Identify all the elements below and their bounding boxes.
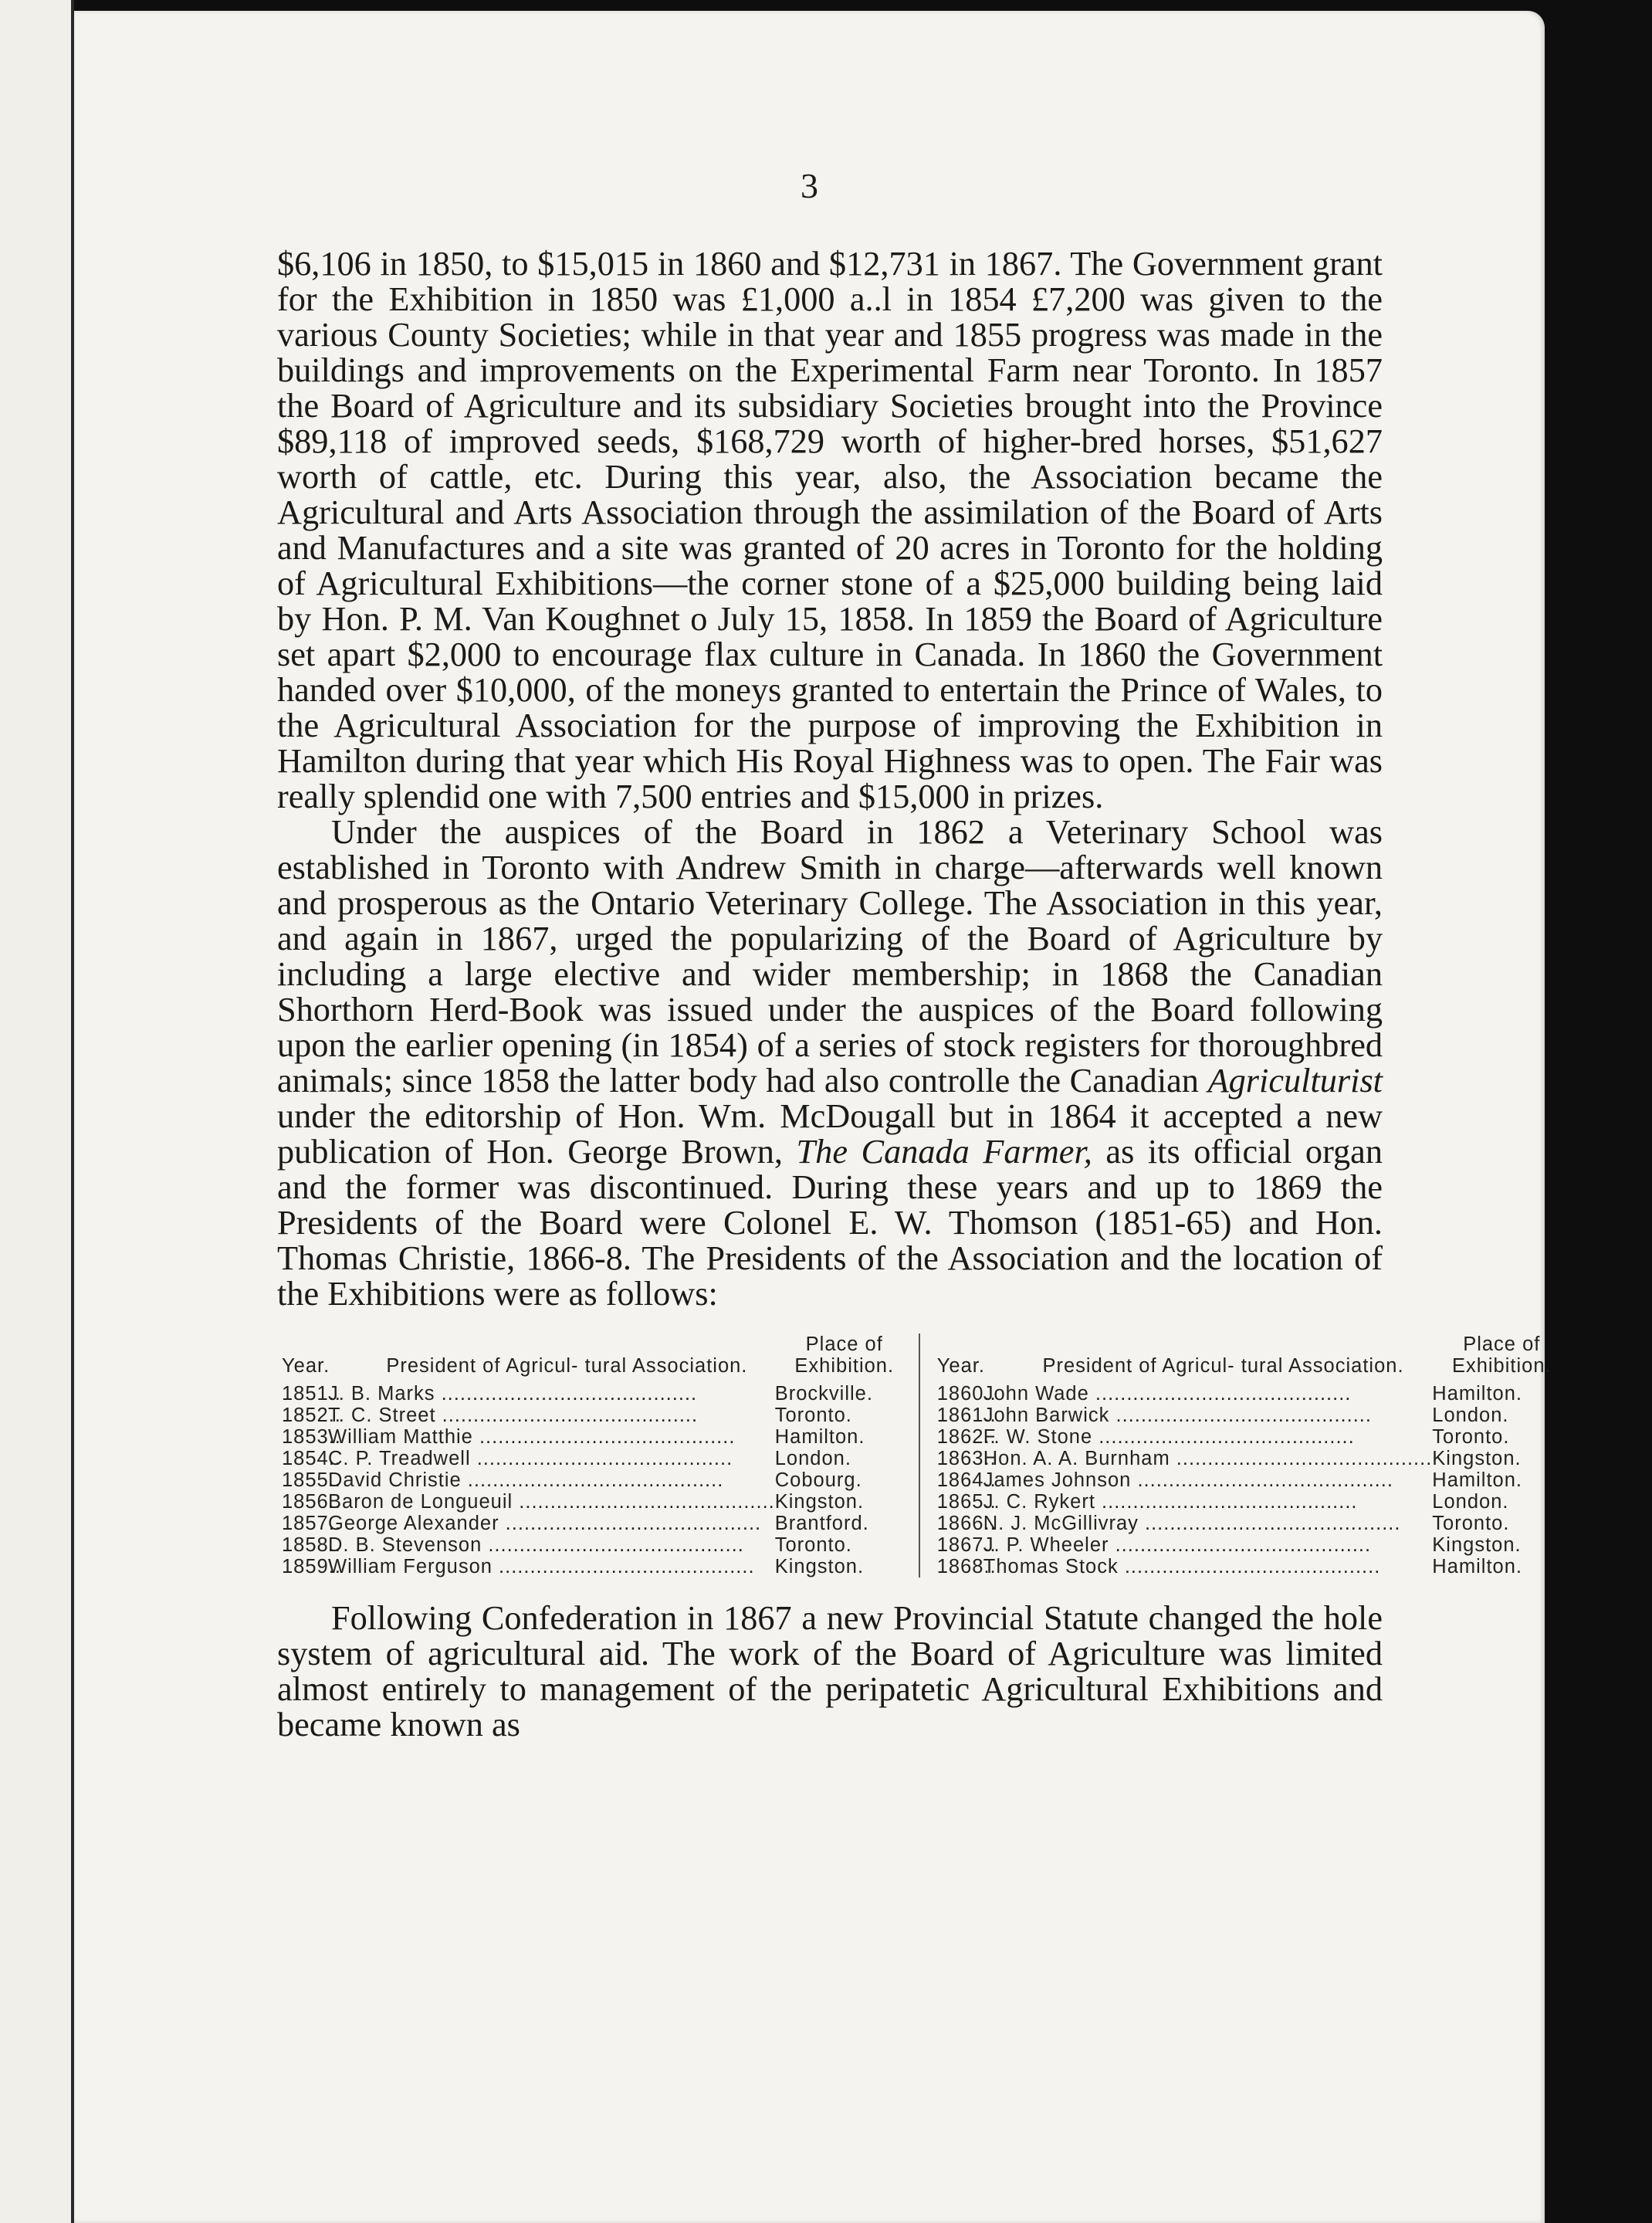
row-president: N. J. McGillivray ..... xyxy=(983,1513,1433,1534)
row-year: 1859.. xyxy=(282,1556,341,1577)
row-president: J. B. Marks ..... xyxy=(328,1383,775,1405)
row-president: William Matthie ..... xyxy=(328,1426,775,1448)
row-president: William Ferguson ..... xyxy=(328,1556,775,1577)
page-body xyxy=(277,245,1552,1743)
presidents-table xyxy=(277,1333,1552,1577)
row-president: John Wade ..... xyxy=(983,1383,1433,1405)
row-year: 1865.. xyxy=(936,1491,997,1513)
presidents-table-left xyxy=(277,1333,919,1577)
table-header xyxy=(282,1333,914,1377)
row-year: 1861.. xyxy=(936,1405,997,1426)
paragraph-2-text-a: Under the auspices of the Board in 1862 a Veterinary School was established in Toronto with Andrew Smith in charge—afterwards well known and prosperous as the Ontario Veterinary College. The Association in this year, and again in 1867, urged the popularizing of the Board of Agriculture by including a large elective and wider membership; in 1868 the Canadian Shorthorn Herd-Book was issued under the auspices of the Board following upon the earlier opening (in 1854) of a series of stock registers for thoroughbred animals; since 1858 the latter body had also controlle the Canadian xyxy=(277,813,1383,1100)
table-row xyxy=(937,1405,1572,1426)
document-page xyxy=(74,11,1552,2223)
row-place: Kingston. xyxy=(1432,1534,1522,1556)
row-president: James Johnson ..... xyxy=(983,1469,1433,1491)
table-row xyxy=(937,1383,1572,1405)
row-place: Kingston. xyxy=(1432,1448,1522,1469)
row-year: 1864.. xyxy=(936,1469,997,1491)
row-year: 1856.. xyxy=(282,1491,341,1513)
row-president: J. P. Wheeler ..... xyxy=(983,1534,1433,1556)
row-year: 1863.. xyxy=(936,1448,997,1469)
row-year: 1860.. xyxy=(936,1383,997,1405)
header-president: President of Agricul- tural Association. xyxy=(386,1355,748,1377)
table-row xyxy=(282,1556,914,1577)
row-place: London. xyxy=(1432,1491,1509,1513)
table-row xyxy=(282,1426,914,1448)
row-president: F. W. Stone ..... xyxy=(983,1426,1433,1448)
row-year: 1854.. xyxy=(282,1448,341,1469)
row-year: 1851.. xyxy=(282,1383,341,1405)
paragraph-3: Following Confederation in 1867 a new Provincial Statute changed the hole system of agricultural aid. The work of the Board of Agriculture was limited almost entirely to management of the peripatetic Agricultural Exhibitions and became known as xyxy=(277,1599,1383,1743)
row-place: Toronto. xyxy=(1432,1513,1510,1534)
row-place: Brantford. xyxy=(774,1513,869,1534)
header-president: President of Agricul- tural Association. xyxy=(1042,1355,1404,1377)
table-row xyxy=(937,1426,1572,1448)
row-place: Hamilton. xyxy=(1432,1383,1522,1405)
row-year: 1852.. xyxy=(282,1405,341,1426)
table-row xyxy=(282,1491,914,1513)
table-rows-right xyxy=(937,1383,1572,1577)
table-row xyxy=(937,1469,1572,1491)
table-row xyxy=(937,1534,1572,1556)
table-row xyxy=(937,1491,1572,1513)
row-year: 1858.. xyxy=(282,1534,341,1556)
previous-page-edge xyxy=(0,0,74,2223)
row-president: David Christie ..... xyxy=(328,1469,775,1491)
row-place: Kingston. xyxy=(774,1556,865,1577)
row-place: Kingston. xyxy=(774,1491,865,1513)
row-place: London. xyxy=(774,1448,851,1469)
row-year: 1868.. xyxy=(936,1556,997,1577)
row-place: Hamilton. xyxy=(774,1426,865,1448)
row-place: Toronto. xyxy=(774,1534,852,1556)
paragraph-2 xyxy=(277,815,1383,1312)
page-number: 3 xyxy=(801,166,818,205)
row-president: T. C. Street ..... xyxy=(328,1405,775,1426)
canada-farmer-title: The Canada Farmer, xyxy=(796,1133,1092,1171)
header-place: Place of Exhibition. xyxy=(794,1333,895,1377)
presidents-table-right xyxy=(919,1333,1576,1577)
paragraph-2-text-c: as its official organ and the former was discontinued. During these years and up to 1869 the Presidents of the Board were Colonel E. W. Thomson (1851-65) and Hon. Thomas Christie, 1866-8. The Presidents of the Association and the location of the Exhibitions were as follows: xyxy=(277,1133,1383,1313)
row-president: C. P. Treadwell ..... xyxy=(328,1448,775,1469)
row-place: Brockville. xyxy=(774,1383,873,1405)
table-row xyxy=(937,1448,1572,1469)
table-header xyxy=(937,1333,1572,1377)
table-row xyxy=(937,1513,1572,1534)
paragraph-2-text-b: under the editorship of Hon. Wm. McDougall but in 1864 it accepted a new publication of Hon. George Brown, xyxy=(277,1097,1383,1171)
table-row xyxy=(282,1448,914,1469)
header-place: Place of Exhibition. xyxy=(1451,1333,1552,1377)
row-year: 1857.. xyxy=(282,1513,341,1534)
table-row xyxy=(282,1383,914,1405)
row-place: Cobourg. xyxy=(774,1469,862,1491)
row-place: Toronto. xyxy=(774,1405,852,1426)
row-year: 1862.. xyxy=(936,1426,997,1448)
row-year: 1866.. xyxy=(936,1513,997,1534)
row-year: 1867.. xyxy=(936,1534,997,1556)
header-year: Year. xyxy=(936,1355,985,1377)
table-row xyxy=(282,1405,914,1426)
row-place: Toronto. xyxy=(1432,1426,1510,1448)
row-place: Hamilton. xyxy=(1432,1556,1522,1577)
row-president: Baron de Longueuil ..... xyxy=(328,1491,775,1513)
table-row xyxy=(937,1556,1572,1577)
table-row xyxy=(282,1513,914,1534)
table-rows-left xyxy=(282,1383,914,1577)
table-row xyxy=(282,1469,914,1491)
row-place: London. xyxy=(1432,1405,1509,1426)
row-year: 1855.. xyxy=(282,1469,341,1491)
row-president: Thomas Stock ..... xyxy=(983,1556,1433,1577)
row-place: Hamilton. xyxy=(1432,1469,1522,1491)
row-president: George Alexander ..... xyxy=(328,1513,775,1534)
row-president: John Barwick ..... xyxy=(983,1405,1433,1426)
paragraph-1: $6,106 in 1850, to $15,015 in 1860 and $12,731 in 1867. The Government grant for the Exhibition in 1850 was £1,000 a..l in 1854 £7,200 was given to the various County Societies; while in that year and 1855 progress was made in the buildings and improvements on the Experimental Farm near Toronto. In 1857 the Board of Agriculture and its subsidiary Societies brought into the Province $89,118 of improved seeds, $168,729 worth of higher-bred horses, $51,627 worth of cattle, etc. During this year, also, the Association became the Agricultural and Arts Association through the assimilation of the Board of Arts and Manufactures and a site was granted of 20 acres in Toronto for the holding of Agricultural Exhibitions—the corner stone of a $25,000 building being laid by Hon. P. M. Van Koughnet o July 15, 1858. In 1859 the Board of Agriculture set apart $2,000 to encourage flax culture in Canada. In 1860 the Government handed over $10,000, of the moneys granted to entertain the Prince of Wales, to the Agricultural Association for the purpose of improving the Exhibition in Hamilton during that year which His Royal Highness was to open. The Fair was really splendid one with 7,500 entries and $15,000 in prizes. xyxy=(277,245,1383,815)
row-president: D. B. Stevenson ..... xyxy=(328,1534,775,1556)
row-year: 1853.. xyxy=(282,1426,341,1448)
row-president: Hon. A. A. Burnham ..... xyxy=(983,1448,1433,1469)
table-row xyxy=(282,1534,914,1556)
agriculturist-title: Agriculturist xyxy=(1207,1062,1383,1100)
header-year: Year. xyxy=(282,1355,330,1377)
row-president: J. C. Rykert ..... xyxy=(983,1491,1433,1513)
